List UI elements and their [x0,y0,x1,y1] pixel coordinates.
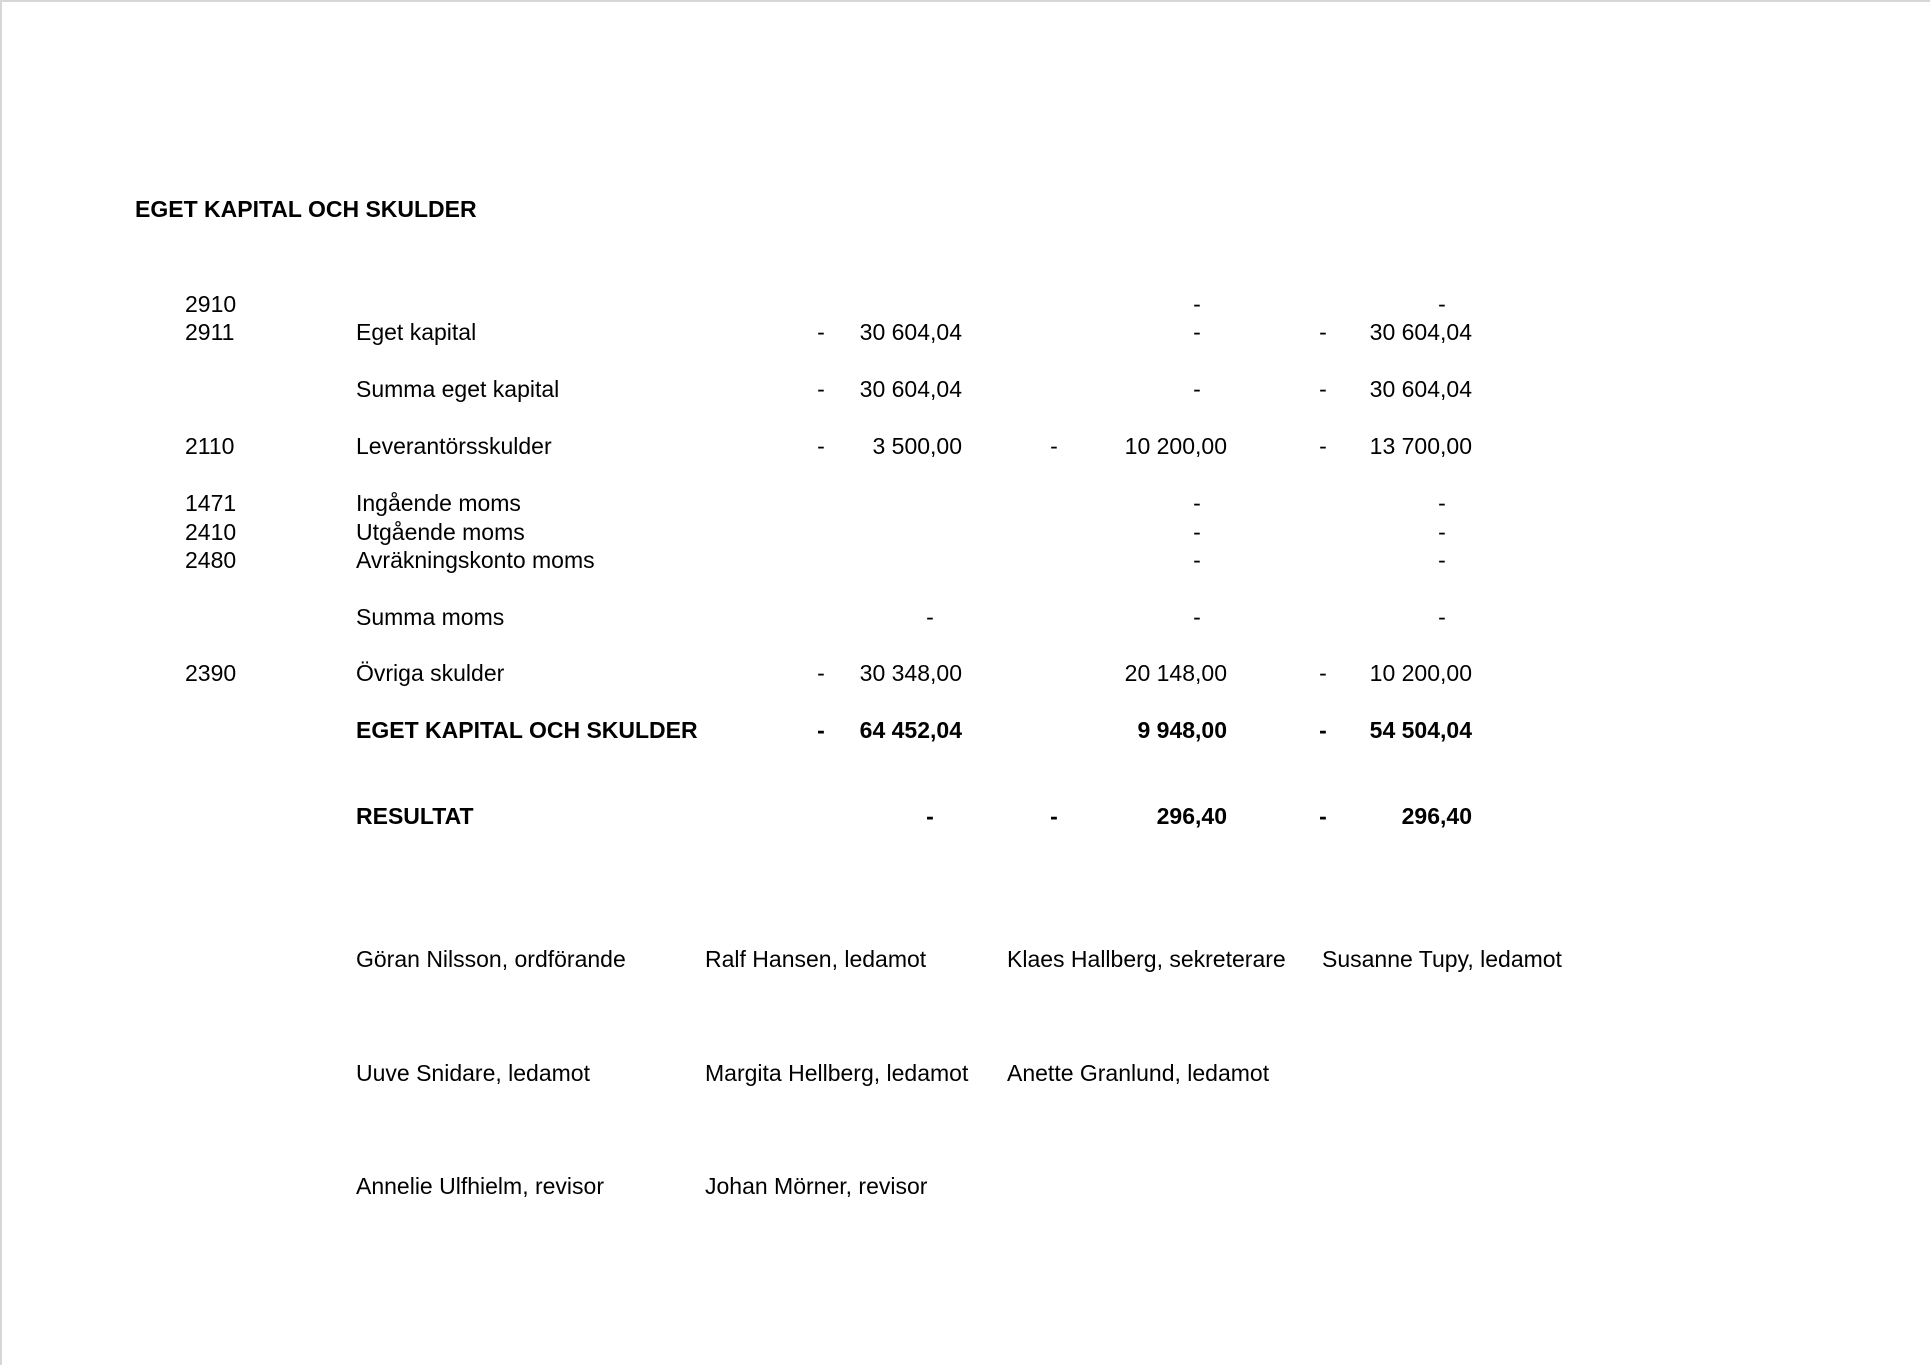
row-label: Leverantörsskulder [356,433,552,459]
row-label: Summa moms [356,604,505,630]
account-number: 2410 [185,519,237,545]
value1: 3 500,00 [872,433,962,459]
signature-name: Uuve Snidare, ledamot [356,1060,590,1086]
row-label: Utgående moms [356,519,525,545]
value1-dash: - [926,604,934,630]
signature-name: Ralf Hansen, ledamot [705,946,927,972]
account-number: 2910 [185,291,237,317]
account-number: 2911 [185,319,235,345]
signature-name: Anette Granlund, ledamot [1007,1060,1270,1086]
value1-dash: - [926,803,934,829]
value3-sign: - [1319,433,1327,459]
signature-name: Susanne Tupy, ledamot [1322,946,1562,972]
value1-sign: - [817,319,825,345]
row-label: Övriga skulder [356,660,505,686]
value1: 30 604,04 [859,376,962,402]
account-number: 2480 [185,547,237,573]
value3-sign: - [1319,803,1327,829]
value2-dash: - [1193,519,1201,545]
total-row [2,716,1930,744]
table-row [2,518,1930,546]
section-heading: EGET KAPITAL OCH SKULDER [135,196,477,222]
value2: 10 200,00 [1124,433,1227,459]
value1-sign: - [817,717,825,743]
value1: 30 604,04 [859,319,962,345]
value3: 30 604,04 [1369,319,1472,345]
table-row [2,603,1930,631]
value1-sign: - [817,376,825,402]
value3-sign: - [1319,319,1327,345]
value1-sign: - [817,433,825,459]
signature-name: Margita Hellberg, ledamot [705,1060,969,1086]
value2-sign: - [1050,803,1058,829]
value2-dash: - [1193,547,1201,573]
signature-name: Klaes Hallberg, sekreterare [1007,946,1286,972]
value3: 296,40 [1401,803,1472,829]
value1: 30 348,00 [859,660,962,686]
table-row [2,432,1930,460]
table-row [2,546,1930,574]
row-label: Eget kapital [356,319,477,345]
value2-sign: - [1050,433,1058,459]
row-label: Ingående moms [356,490,521,516]
value3: 10 200,00 [1369,660,1472,686]
value3: 30 604,04 [1369,376,1472,402]
value1: 64 452,04 [859,717,962,743]
value2-dash: - [1193,490,1201,516]
value3-dash: - [1438,291,1446,317]
value2-dash: - [1193,319,1201,345]
table-row [2,659,1930,687]
value3-dash: - [1438,519,1446,545]
value2-dash: - [1193,291,1201,317]
value3-sign: - [1319,717,1327,743]
signature-name: Göran Nilsson, ordförande [356,946,626,972]
signature-name: Johan Mörner, revisor [705,1173,928,1199]
table-row [2,489,1930,517]
account-number: 2390 [185,660,237,686]
value3-sign: - [1319,376,1327,402]
account-number: 2110 [185,433,235,459]
result-row [2,802,1930,830]
row-label: Summa eget kapital [356,376,560,402]
value2-dash: - [1193,604,1201,630]
table-row [2,375,1930,403]
table-row [2,290,1930,318]
row-label: RESULTAT [356,803,474,829]
value3-sign: - [1319,660,1327,686]
value2: 296,40 [1156,803,1227,829]
value3-dash: - [1438,490,1446,516]
signature-name: Annelie Ulfhielm, revisor [356,1173,604,1199]
value3-dash: - [1438,547,1446,573]
value3: 13 700,00 [1369,433,1472,459]
account-number: 1471 [185,490,237,516]
value2-dash: - [1193,376,1201,402]
value2: 20 148,00 [1124,660,1227,686]
value3-dash: - [1438,604,1446,630]
value1-sign: - [817,660,825,686]
value2: 9 948,00 [1137,717,1227,743]
row-label: Avräkningskonto moms [356,547,595,573]
table-row [2,318,1930,346]
row-label: EGET KAPITAL OCH SKULDER [356,717,698,743]
value3: 54 504,04 [1369,717,1472,743]
